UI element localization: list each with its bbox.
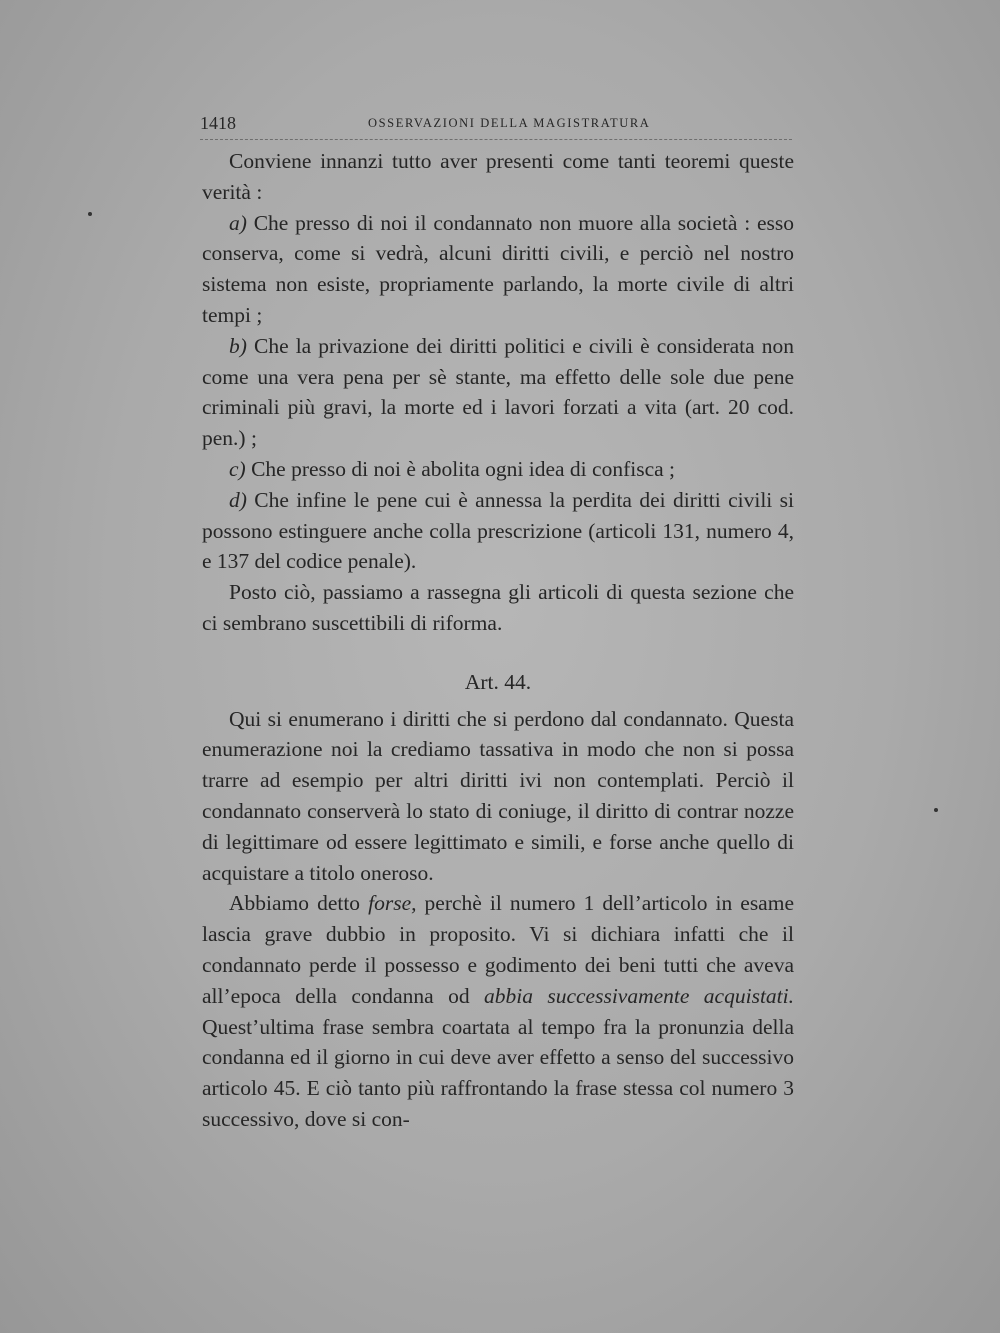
para2-start: Abbiamo detto xyxy=(229,891,369,916)
running-title: OSSERVAZIONI DELLA MAGISTRATURA xyxy=(368,116,651,130)
paragraph-intro: Conviene innanzi tutto aver presenti come tanti teoremi queste verità : xyxy=(202,149,794,204)
item-b-text: Che la privazione dei diritti politici e civili è considerata non come una vera pena per sè stante, ma effetto delle sole due pene criminali più gravi, la morte ed i lavori forzati a vita (art. 20 cod. pen.) ; xyxy=(202,333,794,451)
body-text xyxy=(202,146,794,1135)
paragraph-article-2 xyxy=(202,888,794,1134)
item-b-marker: b) xyxy=(229,333,247,358)
paragraph-item-a xyxy=(202,208,794,331)
para2-mid: perchè il numero 1 dell’articolo in esame lascia grave dubbio in proposito. Vi si dichiara infatti che il condannato perde il possesso e godimento dei beni tutti che aveva all’epoca della condanna od xyxy=(202,891,794,1008)
item-c-text: Che presso di noi è abolita ogni idea di confisca ; xyxy=(245,456,675,481)
item-a-text: Che presso di noi il condannato non muore alla società : esso conserva, come si vedrà, alcuni diritti civili, e perciò nel nostro sistema non esiste, propriamente parlando, la morte civile di altri tempi ; xyxy=(202,210,794,327)
ink-speck xyxy=(88,212,92,216)
ink-speck xyxy=(934,808,938,812)
paragraph-item-b xyxy=(202,331,794,454)
article-heading: Art. 44. xyxy=(464,669,532,694)
paragraph-item-c xyxy=(202,454,794,485)
para2-italic-forse: forse, xyxy=(368,891,417,916)
item-a-marker: a) xyxy=(229,210,247,235)
para2-end: Quest’ultima frase sembra coartata al tempo fra la pronunzia della condanna ed il giorno in cui deve aver effetto a senso del successivo articolo 45. E ciò tanto più raffrontando la frase stessa col numero 3 successivo, dove si con- xyxy=(202,1014,794,1131)
item-d-text: Che infine le pene cui è annessa la perdita dei diritti civili si possono estinguere anche colla prescrizione (articoli 131, numero 4, e 137 del codice penale). xyxy=(202,487,794,574)
item-c-marker: c) xyxy=(229,456,246,481)
paragraph-item-d xyxy=(202,485,794,577)
paragraph-posto: Posto ciò, passiamo a rassegna gli articoli di questa sezione che ci sembrano suscettibili di riforma. xyxy=(202,580,794,635)
page-header xyxy=(200,113,792,140)
item-d-marker: d) xyxy=(229,487,247,512)
para2-italic-acquistati: abbia successivamente acquistati. xyxy=(483,983,794,1008)
paragraph-article-1: Qui si enumerano i diritti che si perdono dal condannato. Questa enumerazione noi la crediamo tassativa in modo che non si possa trarre ad esempio per altri diritti ivi non contemplati. Perciò il condannato conserverà lo stato di coniuge, il diritto di contrar nozze di legittimare od essere legittimato e simili, e forse anche quello di acquistare a titolo oneroso. xyxy=(202,706,794,885)
page-number: 1418 xyxy=(200,113,236,133)
